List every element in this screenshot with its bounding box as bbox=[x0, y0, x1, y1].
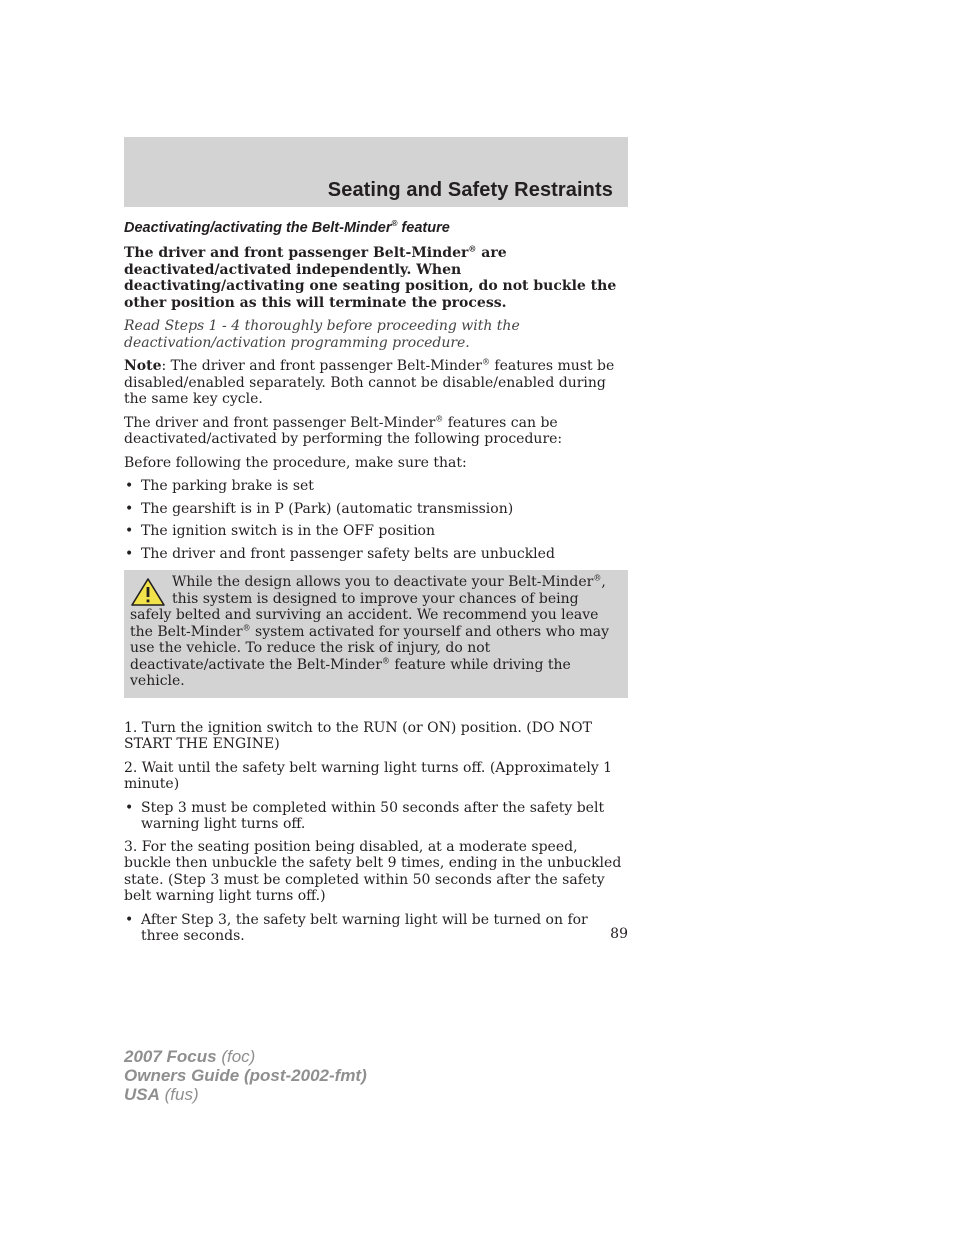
bold-intro-paragraph bbox=[124, 245, 628, 311]
registered-mark: ® bbox=[435, 413, 444, 423]
step-2: 2. Wait until the safety belt warning light turns off. (Approximately 1 minute) bbox=[124, 759, 613, 792]
registered-mark: ® bbox=[468, 243, 477, 254]
footer-line-market bbox=[124, 1085, 367, 1104]
section-header-band bbox=[124, 137, 628, 207]
step-3-notes bbox=[124, 912, 628, 945]
checklist-item-text: The gearshift is in P (Park) (automatic transmission) bbox=[141, 500, 514, 517]
bold-intro-part1: The driver and front passenger Belt-Minder bbox=[124, 245, 469, 261]
page-number: 89 bbox=[610, 926, 628, 942]
checklist-item bbox=[124, 523, 628, 540]
registered-mark: ® bbox=[481, 357, 490, 367]
step-note-item bbox=[124, 800, 628, 833]
bullet: • bbox=[125, 500, 134, 517]
before-text-paragraph: Before following the procedure, make sure that: bbox=[124, 454, 467, 471]
step-1: 1. Turn the ignition switch to the RUN (or ON) position. (DO NOT START THE ENGINE) bbox=[124, 719, 592, 752]
footer-guide: Owners Guide (post-2002-fmt) bbox=[124, 1066, 367, 1085]
note-paragraph bbox=[124, 358, 628, 408]
bullet: • bbox=[125, 545, 134, 562]
footer-market-code: (fus) bbox=[159, 1085, 199, 1104]
note-part1: : The driver and front passenger Belt-Minder bbox=[161, 358, 482, 374]
registered-mark: ® bbox=[242, 622, 251, 632]
note-label: Note bbox=[124, 358, 162, 374]
footer-document-info bbox=[124, 1047, 367, 1104]
bold-intro-part2: are deactivated/activated independently. When deactivating/activating one seating position, do not buckle the other position as this will terminate the process. bbox=[124, 245, 617, 311]
warning-box bbox=[124, 570, 628, 698]
step-note-item bbox=[124, 912, 628, 945]
checklist-item-text: The ignition switch is in the OFF position bbox=[141, 523, 435, 539]
subheading-text: Deactivating/activating the Belt-Minder bbox=[124, 220, 392, 236]
step-3: 3. For the seating position being disabled, at a moderate speed, buckle then unbuckle the safety belt 9 times, ending in the unbuckled state. (Step 3 must be completed within 50 seconds after the safety belt warning light turns off.) bbox=[124, 838, 622, 904]
page-content bbox=[124, 219, 628, 951]
step-2-notes bbox=[124, 800, 628, 833]
step-note-text: After Step 3, the safety belt warning light will be turned on for three seconds. bbox=[141, 911, 588, 944]
section-title: Seating and Safety Restraints bbox=[327, 179, 613, 201]
warning-triangle-icon bbox=[130, 577, 166, 607]
checklist-item bbox=[124, 546, 628, 563]
registered-mark: ® bbox=[593, 573, 602, 583]
bullet: • bbox=[125, 523, 134, 539]
checklist-item-text: The driver and front passenger safety belts are unbuckled bbox=[141, 545, 555, 562]
note-part2: features must be disabled/enabled separately. Both cannot be disable/enabled during the same key cycle. bbox=[124, 358, 615, 407]
checklist-item bbox=[124, 501, 628, 518]
footer-model-code: (foc) bbox=[216, 1047, 256, 1066]
warning-text-part4: feature while driving the vehicle. bbox=[130, 656, 571, 689]
footer-market: USA bbox=[124, 1085, 160, 1104]
checklist bbox=[124, 478, 628, 562]
registered-mark: ® bbox=[381, 655, 390, 665]
subheading-suffix: feature bbox=[397, 220, 450, 236]
warning-text-part3: system activated for yourself and others who may use the vehicle. To reduce the risk of injury, do not deactivate/activate the Belt-Minder bbox=[130, 623, 610, 673]
procedure-intro-part2: features can be deactivated/activated by performing the following procedure: bbox=[124, 414, 563, 447]
footer-line-model bbox=[124, 1047, 367, 1066]
footer-line-guide bbox=[124, 1066, 367, 1085]
registered-mark: ® bbox=[391, 219, 398, 229]
checklist-item bbox=[124, 478, 628, 495]
checklist-item-text: The parking brake is set bbox=[141, 478, 314, 494]
step-note-text: Step 3 must be completed within 50 seconds after the safety belt warning light turns off. bbox=[141, 799, 605, 832]
bullet: • bbox=[125, 478, 134, 494]
warning-text-part1: While the design allows you to deactivate your Belt-Minder bbox=[172, 574, 594, 590]
warning-text-part2: , this system is designed to improve your chances of being safely belted and surviving an accident. We recommend you leave the Belt-Minder bbox=[130, 574, 606, 640]
italic-note-paragraph: Read Steps 1 - 4 thoroughly before proceeding with the deactivation/activation programming procedure. bbox=[124, 318, 520, 351]
procedure-intro-paragraph bbox=[124, 415, 628, 448]
bullet: • bbox=[125, 799, 134, 816]
bullet: • bbox=[125, 911, 134, 928]
procedure-intro-part1: The driver and front passenger Belt-Minder bbox=[124, 414, 436, 431]
footer-model: 2007 Focus bbox=[124, 1047, 217, 1066]
subheading bbox=[124, 219, 628, 237]
